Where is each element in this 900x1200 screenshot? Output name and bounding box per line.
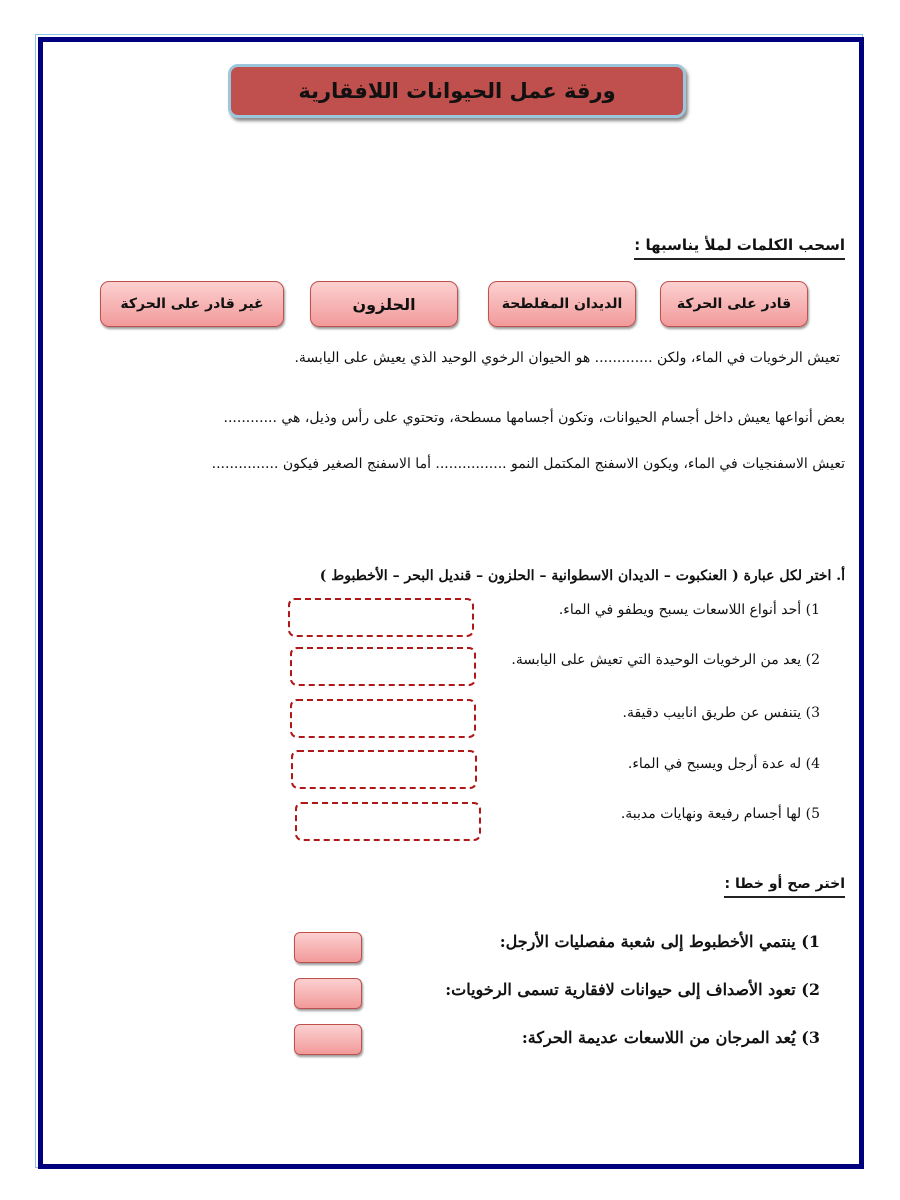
truefalse-heading: اختر صح أو خطا : <box>724 876 845 898</box>
choose-item-5: 5) لها أجسام رفيعة ونهايات مدببة. <box>620 806 820 822</box>
truefalse-item-3: 3) يُعد المرجان من اللاسعات عديمة الحركة: <box>521 1028 820 1047</box>
choose-item-1: 1) أحد أنواع اللاسعات يسبح ويطفو في الماء. <box>558 602 820 618</box>
choose-item-4: 4) له عدة أرجل ويسبح في الماء. <box>627 756 820 772</box>
fill-sentence-1[interactable]: تعيش الرخويات في الماء، ولكن ............. هو الحيوان الرخوي الوحيد الذي يعيش على اليابسة. <box>294 350 840 366</box>
answer-box-2[interactable] <box>290 647 476 686</box>
page-title: ورقة عمل الحيوانات اللافقارية <box>298 79 616 103</box>
truefalse-item-2: 2) تعود الأصداف إلى حيوانات لافقارية تسمى الرخويات: <box>445 980 820 999</box>
answer-box-5[interactable] <box>295 802 481 841</box>
word-card-flatworms[interactable]: الديدان المفلطحة <box>488 281 636 327</box>
choose-heading: أ. اختر لكل عبارة ( العنكبوت – الديدان الاسطوانية – الحلزون – قنديل البحر – الأخطبوط ) <box>319 568 845 584</box>
word-card-snail[interactable]: الحلزون <box>310 281 458 327</box>
word-card-immobile[interactable]: غير قادر على الحركة <box>100 281 284 327</box>
answer-box-4[interactable] <box>291 750 477 789</box>
answer-box-3[interactable] <box>290 699 476 738</box>
fill-sentence-3[interactable]: تعيش الاسفنجيات في الماء، ويكون الاسفنج المكتمل النمو ................ أما الاسفنج الصغير فيكون ............... <box>211 456 845 472</box>
truefalse-answer-1[interactable] <box>294 932 362 963</box>
title-banner <box>228 64 686 118</box>
fill-sentence-2[interactable]: بعض أنواعها يعيش داخل أجسام الحيوانات، وتكون أجسامها مسطحة، وتحتوي على رأس وذيل، هي ............ <box>223 410 845 426</box>
choose-item-3: 3) يتنفس عن طريق انابيب دقيقة. <box>622 705 820 721</box>
drag-heading: اسحب الكلمات لملأ يناسبها : <box>634 236 845 260</box>
truefalse-answer-2[interactable] <box>294 978 362 1009</box>
answer-box-1[interactable] <box>288 598 474 637</box>
choose-item-2: 2) يعد من الرخويات الوحيدة التي تعيش على اليابسة. <box>511 652 820 668</box>
truefalse-item-1: 1) ينتمي الأخطبوط إلى شعبة مفصليات الأرجل: <box>499 932 820 951</box>
truefalse-answer-3[interactable] <box>294 1024 362 1055</box>
word-card-mobile[interactable]: قادر على الحركة <box>660 281 808 327</box>
